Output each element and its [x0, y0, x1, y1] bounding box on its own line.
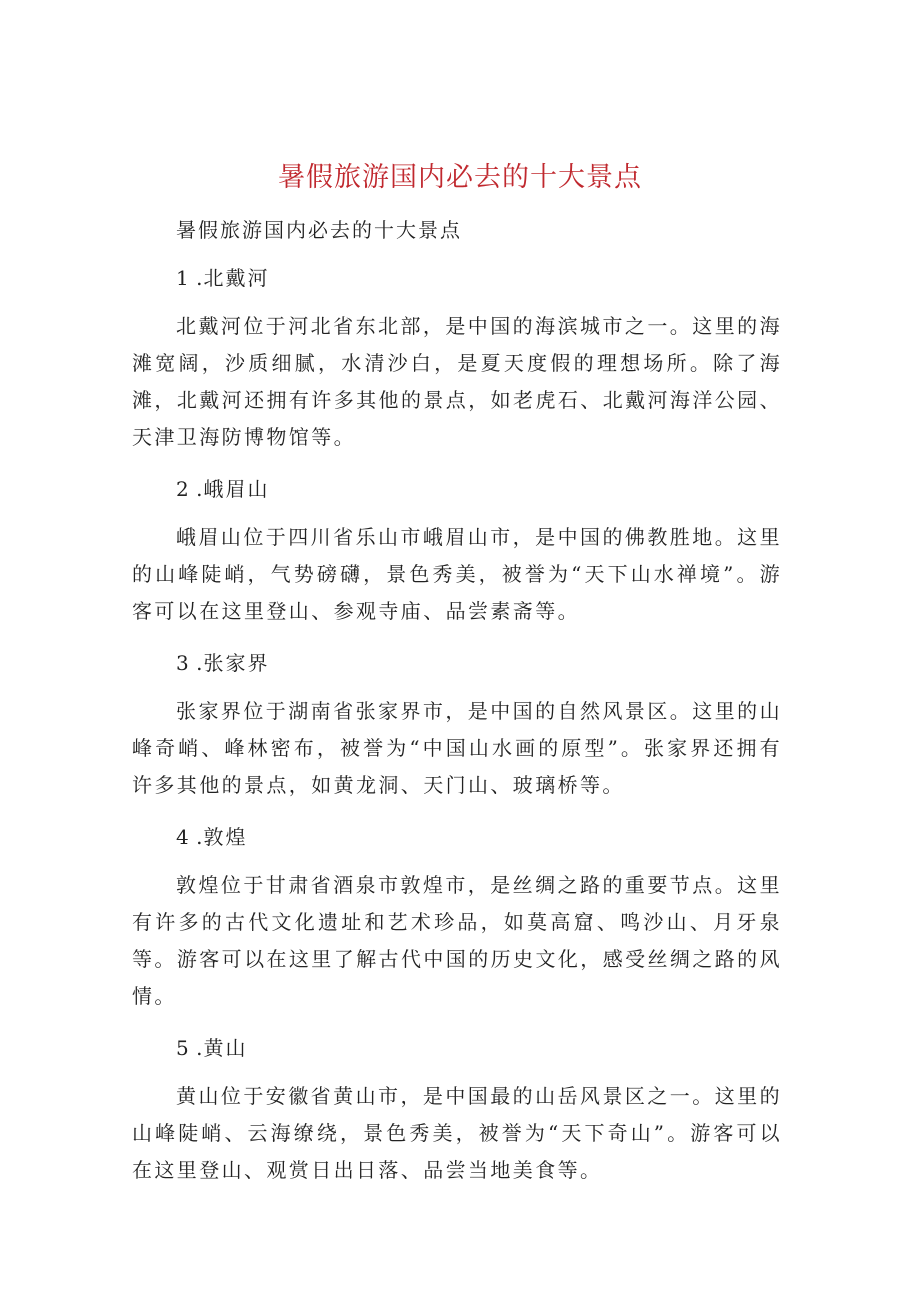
section-name: 北戴河	[203, 266, 270, 290]
section-paragraph: 黄山位于安徽省黄山市，是中国最的山岳风景区之一。这里的山峰陡峭、云海缭绕，景色秀美，被誉为“天下奇山”。游客可以在这里登山、观赏日出日落、品尝当地美食等。	[132, 1084, 782, 1182]
section-paragraph: 张家界位于湖南省张家界市，是中国的自然风景区。这里的山峰奇峭、峰林密布，被誉为“中国山水画的原型”。张家界还拥有许多其他的景点，如黄龙洞、天门山、玻璃桥等。	[132, 699, 782, 797]
section-heading: 3 .张家界	[176, 651, 270, 675]
section-name: 黄山	[203, 1036, 248, 1060]
section-heading: 2 .峨眉山	[176, 477, 270, 501]
document-body	[132, 212, 782, 1204]
section-number: 4	[176, 825, 189, 849]
section-dunhuang	[132, 819, 782, 1015]
section-paragraph: 峨眉山位于四川省乐山市峨眉山市，是中国的佛教胜地。这里的山峰陡峭，气势磅礴，景色秀美，被誉为“天下山水禅境”。游客可以在这里登山、参观寺庙、品尝素斋等。	[132, 525, 782, 623]
document-title: 暑假旅游国内必去的十大景点	[278, 162, 642, 193]
document-subtitle: 暑假旅游国内必去的十大景点	[176, 218, 462, 242]
section-number: 3	[176, 651, 189, 675]
section-number: 1	[176, 266, 189, 290]
section-emeishan	[132, 471, 782, 630]
section-heading: 4 .敦煌	[176, 825, 248, 849]
section-zhangjiajie	[132, 645, 782, 804]
section-heading: 1 .北戴河	[176, 266, 270, 290]
section-paragraph: 北戴河位于河北省东北部，是中国的海滨城市之一。这里的海滩宽阔，沙质细腻，水清沙白，是夏天度假的理想场所。除了海滩，北戴河还拥有许多其他的景点，如老虎石、北戴河海洋公园、天津卫海防博物馆等。	[132, 314, 782, 449]
section-name: 敦煌	[203, 825, 248, 849]
section-name: 张家界	[203, 651, 270, 675]
section-name: 峨眉山	[203, 477, 270, 501]
section-number: 2	[176, 477, 189, 501]
section-heading: 5 .黄山	[176, 1036, 248, 1060]
section-huangshan	[132, 1030, 782, 1189]
section-number: 5	[176, 1036, 189, 1060]
section-paragraph: 敦煌位于甘肃省酒泉市敦煌市，是丝绸之路的重要节点。这里有许多的古代文化遗址和艺术珍品，如莫高窟、鸣沙山、月牙泉等。游客可以在这里了解古代中国的历史文化，感受丝绸之路的风情。	[132, 873, 782, 1008]
section-beidaihe	[132, 260, 782, 456]
